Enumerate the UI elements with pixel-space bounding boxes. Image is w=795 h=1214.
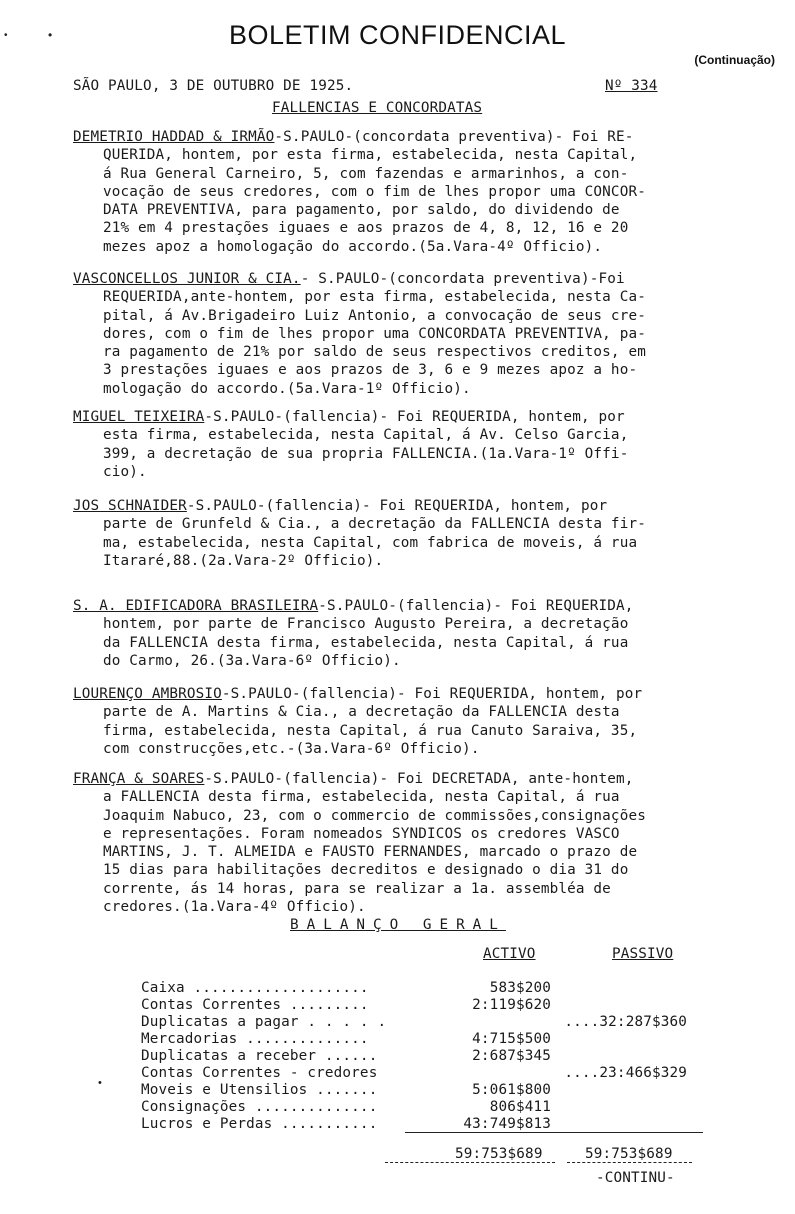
balance-row [141, 1031, 701, 1048]
balance-row [141, 980, 701, 997]
total-activo: 59:753$689 [455, 1146, 543, 1162]
balance-row-label: Contas Correntes - credores [141, 1065, 378, 1081]
entry-line: parte de Grunfeld & Cia., a decretação da FALLENCIA desta fir- [103, 516, 646, 533]
entry-line: 15 dias para habilitações decreditos e designado o dia 31 do [103, 862, 629, 879]
entry-line: hontem, por parte de Francisco Augusto Pereira, a decretação [103, 616, 629, 633]
balance-row-passivo: ....23:466$329 [564, 1065, 687, 1081]
balance-row-label: Contas Correntes ......... [141, 997, 369, 1013]
balance-row [141, 1099, 701, 1116]
balance-row-passivo: ....32:287$360 [564, 1014, 687, 1030]
entry-line: credores.(1a.Vara-4º Officio). [103, 899, 366, 916]
subtotal-rule [405, 1132, 703, 1133]
entry-line: esta firma, estabelecida, nesta Capital, á Av. Celso Garcia, [103, 427, 629, 444]
entry-line: a FALLENCIA desta firma, estabelecida, nesta Capital, á rua [103, 789, 620, 806]
balance-row-activo: 4:715$500 [472, 1031, 551, 1047]
scan-speck: • [48, 28, 53, 42]
balance-row-activo: 5:061$800 [472, 1082, 551, 1098]
balance-row [141, 997, 701, 1014]
balance-row [141, 1048, 701, 1065]
entry-name: VASCONCELLOS JUNIOR & CIA. [73, 271, 301, 287]
entry-line: MARTINS, J. T. ALMEIDA e FAUSTO FERNANDES, marcado o prazo de [103, 844, 638, 861]
balance-row-activo: 583$200 [489, 980, 551, 996]
balance-row-activo: 43:749$813 [463, 1116, 551, 1132]
entry-line: 21% em 4 prestações iguaes e aos prazos de 4, 8, 12, 16 e 20 [103, 220, 629, 237]
entry-name: JOS SCHNAIDER [73, 498, 187, 514]
balance-row-label: Duplicatas a pagar . . . . . [141, 1014, 387, 1030]
entry-demetrio-haddad [73, 128, 733, 256]
total-rule-passivo [567, 1162, 692, 1163]
continuation-note: (Continuação) [694, 53, 775, 67]
entry-line: firma, estabelecida, nesta Capital, á rua Canuto Saraiva, 35, [103, 722, 638, 739]
continua-note: -CONTINU- [596, 1170, 675, 1186]
entry-line: parte de A. Martins & Cia., a decretação da FALLENCIA desta [103, 704, 620, 721]
balance-row-label: Moveis e Utensilios ....... [141, 1082, 378, 1098]
bulletin-number: Nº 334 [605, 78, 658, 94]
balance-row-activo: 2:119$620 [472, 997, 551, 1013]
entry-franca-soares [73, 770, 733, 916]
entry-line: do Carmo, 26.(3a.Vara-6º Officio). [103, 652, 401, 669]
entry-name: S. A. EDIFICADORA BRASILEIRA [73, 598, 319, 614]
entry-line: com construcções,etc.-(3a.Vara-6º Officio). [103, 740, 480, 757]
entry-jos-schnaider [73, 497, 733, 570]
entry-line: ra pagamento de 21% por saldo de seus respectivos creditos, em [103, 344, 646, 361]
entry-line: corrente, ás 14 horas, para se realizar a 1a. assembléa de [103, 880, 611, 897]
entry-name: DEMETRIO HADDAD & IRMÃO [73, 129, 275, 145]
document-title: BOLETIM CONFIDENCIAL [228, 20, 567, 50]
entry-line: REQUERIDA,ante-hontem, por esta firma, estabelecida, nesta Ca- [103, 289, 646, 306]
balance-title: BALANÇO GERAL [290, 917, 506, 933]
entry-miguel-teixeira [73, 408, 733, 481]
entry-line: -S.PAULO-(concordata preventiva)- Foi RE- [274, 129, 634, 145]
balance-row [141, 1116, 701, 1133]
balance-row-activo: 806$411 [489, 1099, 551, 1115]
entry-line: dores, com o fim de lhes propor uma CONCORDATA PREVENTIVA, pa- [103, 325, 646, 342]
entry-line: 3 prestações iguaes e aos prazos de 3, 6 e 9 mezes apoz a ho- [103, 362, 638, 379]
entry-line: -S.PAULO-(fallencia)- Foi DECRETADA, ante-hontem, [204, 771, 634, 787]
entry-line: QUERIDA, hontem, por esta firma, estabelecida, nesta Capital, [103, 147, 638, 164]
balance-row [141, 1065, 701, 1082]
entry-line: Itararé,88.(2a.Vara-2º Officio). [103, 552, 384, 569]
entry-line: pital, á Av.Brigadeiro Luiz Antonio, a convocação de seus cre- [103, 307, 646, 324]
balance-row-label: Duplicatas a receber ...... [141, 1048, 378, 1064]
entry-lourenco-ambrosio [73, 685, 733, 758]
entry-line: Joaquim Nabuco, 23, com o commercio de commissões,consignações [103, 807, 646, 824]
section-heading: FALLENCIAS E CONCORDATAS [272, 100, 483, 116]
balance-row [141, 1082, 701, 1099]
entry-edificadora-brasileira [73, 597, 733, 670]
entry-line: da FALLENCIA desta firma, estabelecida, nesta Capital, á rua [103, 634, 629, 651]
entry-line: ma, estabelecida, nesta Capital, com fabrica de moveis, á rua [103, 534, 638, 551]
balance-row-label: Lucros e Perdas ........... [141, 1116, 378, 1132]
entry-line: cio). [103, 463, 147, 480]
entry-line: e representações. Foram nomeados SYNDICOS os credores VASCO [103, 825, 620, 842]
entry-line: DATA PREVENTIVA, para pagamento, por saldo, do dividendo de [103, 202, 620, 219]
entry-line: -S.PAULO-(fallencia)- Foi REQUERIDA, [318, 598, 634, 614]
balance-row-label: Caixa .................... [141, 980, 369, 996]
scan-speck: • [98, 1077, 102, 1089]
entry-line: mezes apoz a homologação do accordo.(5a.Vara-4º Officio). [103, 238, 603, 255]
balance-row-label: Consignações .............. [141, 1099, 378, 1115]
entry-line: -S.PAULO-(fallencia)- Foi REQUERIDA, hontem, por [221, 686, 643, 702]
entry-vasconcellos-junior [73, 270, 733, 398]
total-rule-activo [385, 1162, 555, 1163]
entry-name: FRANÇA & SOARES [73, 771, 205, 787]
passivo-column-header: PASSIVO [612, 946, 674, 962]
entry-name: LOURENÇO AMBROSIO [73, 686, 222, 702]
entry-line: 399, a decretação de sua propria FALLENCIA.(1a.Vara-1º Offi- [103, 445, 629, 462]
total-passivo: 59:753$689 [585, 1146, 673, 1162]
entry-name: MIGUEL TEIXEIRA [73, 409, 205, 425]
entry-line: - S.PAULO-(concordata preventiva)-Foi [300, 271, 625, 287]
entry-line: -S.PAULO-(fallencia)- Foi REQUERIDA, hontem, por [186, 498, 608, 514]
balance-row [141, 1014, 701, 1031]
activo-column-header: ACTIVO [483, 946, 536, 962]
entry-line: mologação do accordo.(5a.Vara-1º Officio). [103, 380, 471, 397]
entry-line: á Rua General Carneiro, 5, com fazendas e armarinhos, a con- [103, 165, 629, 182]
entry-line: vocação de seus credores, com o fim de lhes propor uma CONCOR- [103, 183, 646, 200]
entry-line: -S.PAULO-(fallencia)- Foi REQUERIDA, hontem, por [204, 409, 625, 425]
dateline: SÃO PAULO, 3 DE OUTUBRO DE 1925. [73, 78, 354, 94]
balance-row-label: Mercadorias .............. [141, 1031, 369, 1047]
balance-row-activo: 2:687$345 [472, 1048, 551, 1064]
scan-speck: • [4, 30, 8, 41]
